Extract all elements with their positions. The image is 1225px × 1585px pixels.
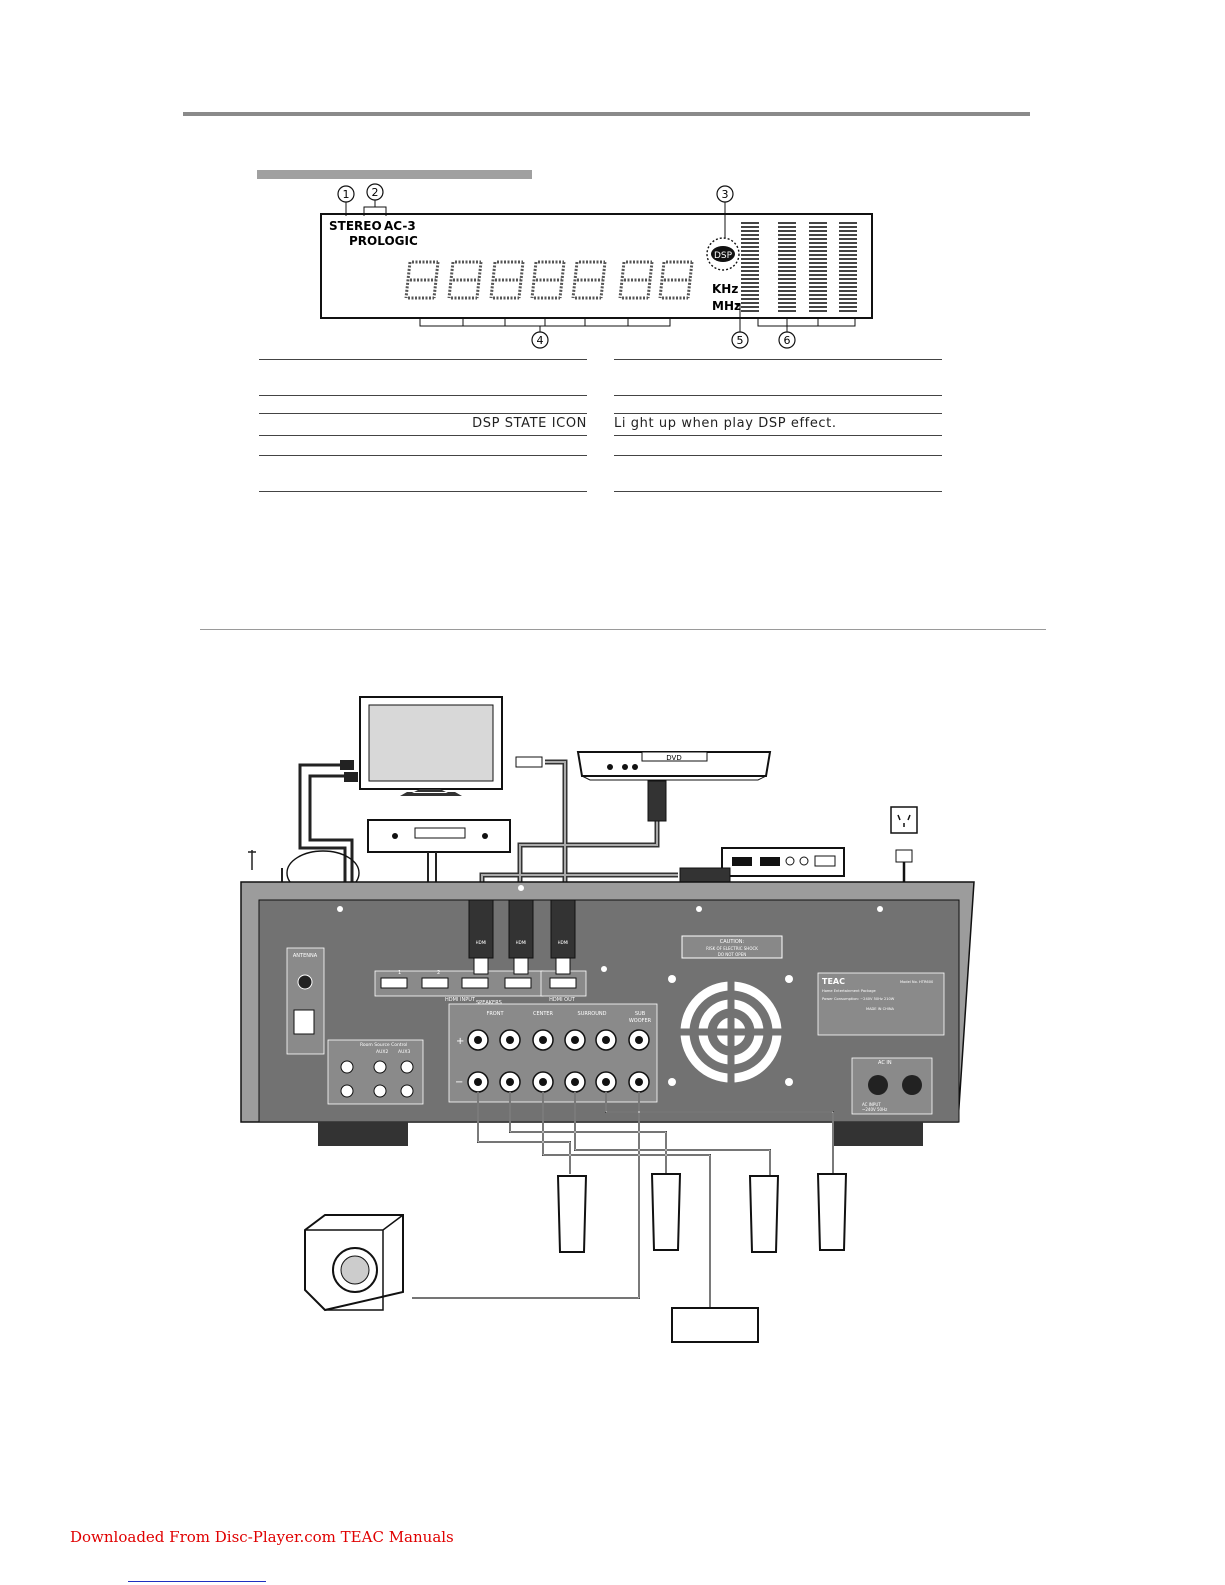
tv-illustration xyxy=(360,697,502,796)
svg-text:2: 2 xyxy=(371,186,379,199)
dsp-state-icon xyxy=(707,238,739,270)
section-bar xyxy=(257,170,532,179)
table-rule-right-1 xyxy=(614,359,942,360)
svg-text:HDMI: HDMI xyxy=(557,940,569,945)
svg-text:HDMI OUT: HDMI OUT xyxy=(549,997,575,1003)
svg-text:−: − xyxy=(455,1077,464,1088)
svg-text:2: 2 xyxy=(437,970,441,976)
svg-text:SUB: SUB xyxy=(634,1011,646,1017)
svg-text:CENTER: CENTER xyxy=(532,1011,554,1017)
svg-text:Home Entertainment Package: Home Entertainment Package xyxy=(822,989,876,993)
svg-text:AC IN: AC IN xyxy=(878,1060,892,1066)
table-rule-left-3 xyxy=(259,413,587,414)
svg-text:RISK OF ELECTRIC SHOCK: RISK OF ELECTRIC SHOCK xyxy=(706,946,758,951)
svg-text:1: 1 xyxy=(342,188,350,201)
hdmi-plugs xyxy=(469,900,575,974)
khz-indicator: KHz xyxy=(712,282,739,296)
section-separator xyxy=(200,629,1046,630)
svg-text:WOOFER: WOOFER xyxy=(628,1018,652,1024)
mhz-indicator: MHz xyxy=(712,299,741,313)
svg-text:MADE IN CHINA: MADE IN CHINA xyxy=(865,1007,895,1011)
svg-text:ANTENNA: ANTENNA xyxy=(292,953,318,959)
media-device xyxy=(722,848,844,876)
svg-text:DVD: DVD xyxy=(666,754,682,762)
svg-text:4: 4 xyxy=(536,334,544,347)
dvd-player xyxy=(578,752,770,780)
set-top-box xyxy=(368,820,510,852)
connection-diagram xyxy=(235,690,995,1360)
av-receiver xyxy=(241,882,974,1146)
svg-text:CAUTION:: CAUTION: xyxy=(719,939,745,945)
top-rule xyxy=(183,112,1030,116)
svg-text:AUX2: AUX2 xyxy=(376,1050,389,1055)
svg-text:SPEAKERS: SPEAKERS xyxy=(476,1000,502,1006)
table-rule-left-5 xyxy=(259,455,587,456)
table-cell-dsp-label: DSP STATE ICON xyxy=(472,416,587,431)
svg-text:Power Consumption: ~240V 50Hz: Power Consumption: ~240V 50Hz 210W xyxy=(822,997,895,1001)
svg-text:AC INPUT: AC INPUT xyxy=(862,1102,881,1107)
svg-text:TEAC: TEAC xyxy=(822,977,845,986)
stereo-indicator: STEREO xyxy=(329,219,382,233)
speakers xyxy=(558,1174,846,1342)
svg-text:1: 1 xyxy=(398,970,402,976)
svg-text:HDMI: HDMI xyxy=(475,940,487,945)
footer-source-link[interactable]: Downloaded From Disc-Player.com TEAC Manuals xyxy=(70,1528,454,1546)
table-rule-left-6 xyxy=(259,491,587,492)
prologic-indicator: PROLOGIC xyxy=(349,234,418,248)
svg-text:FRONT: FRONT xyxy=(486,1011,504,1017)
svg-text:DSP: DSP xyxy=(713,251,733,261)
table-rule-right-4 xyxy=(614,435,942,436)
table-rule-right-5 xyxy=(614,455,942,456)
svg-text:DO NOT OPEN: DO NOT OPEN xyxy=(717,952,747,957)
callout-1 xyxy=(338,186,354,202)
svg-text:3: 3 xyxy=(721,188,729,201)
svg-text:Model No. HTR600: Model No. HTR600 xyxy=(900,980,934,984)
svg-text:AUX3: AUX3 xyxy=(398,1050,411,1055)
table-rule-right-2 xyxy=(614,395,942,396)
svg-text:~240V 50Hz: ~240V 50Hz xyxy=(862,1107,888,1112)
spectrum-analyzer xyxy=(750,222,848,312)
table-rule-left-1 xyxy=(259,359,587,360)
svg-text:+: + xyxy=(456,1036,465,1047)
svg-text:SURROUND: SURROUND xyxy=(577,1011,607,1017)
callout-2 xyxy=(364,184,386,216)
svg-text:HDMI INPUT: HDMI INPUT xyxy=(445,997,475,1003)
callout-3 xyxy=(717,186,733,238)
ac3-indicator: AC-3 xyxy=(384,219,416,233)
character-display xyxy=(406,262,692,298)
table-rule-right-3 xyxy=(614,413,942,414)
subwoofer xyxy=(305,1215,403,1310)
front-display-diagram xyxy=(300,180,920,355)
callout-4 xyxy=(420,318,670,348)
svg-text:6: 6 xyxy=(783,334,791,347)
callout-6 xyxy=(758,318,855,348)
table-rule-right-6 xyxy=(614,491,942,492)
svg-text:HDMI: HDMI xyxy=(515,940,527,945)
footer-underline xyxy=(128,1581,266,1582)
svg-text:Room Source Control: Room Source Control xyxy=(360,1043,408,1048)
table-rule-left-4 xyxy=(259,435,587,436)
table-cell-dsp-description: Li ght up when play DSP effect. xyxy=(614,416,837,431)
table-rule-left-2 xyxy=(259,395,587,396)
svg-text:5: 5 xyxy=(736,334,744,347)
